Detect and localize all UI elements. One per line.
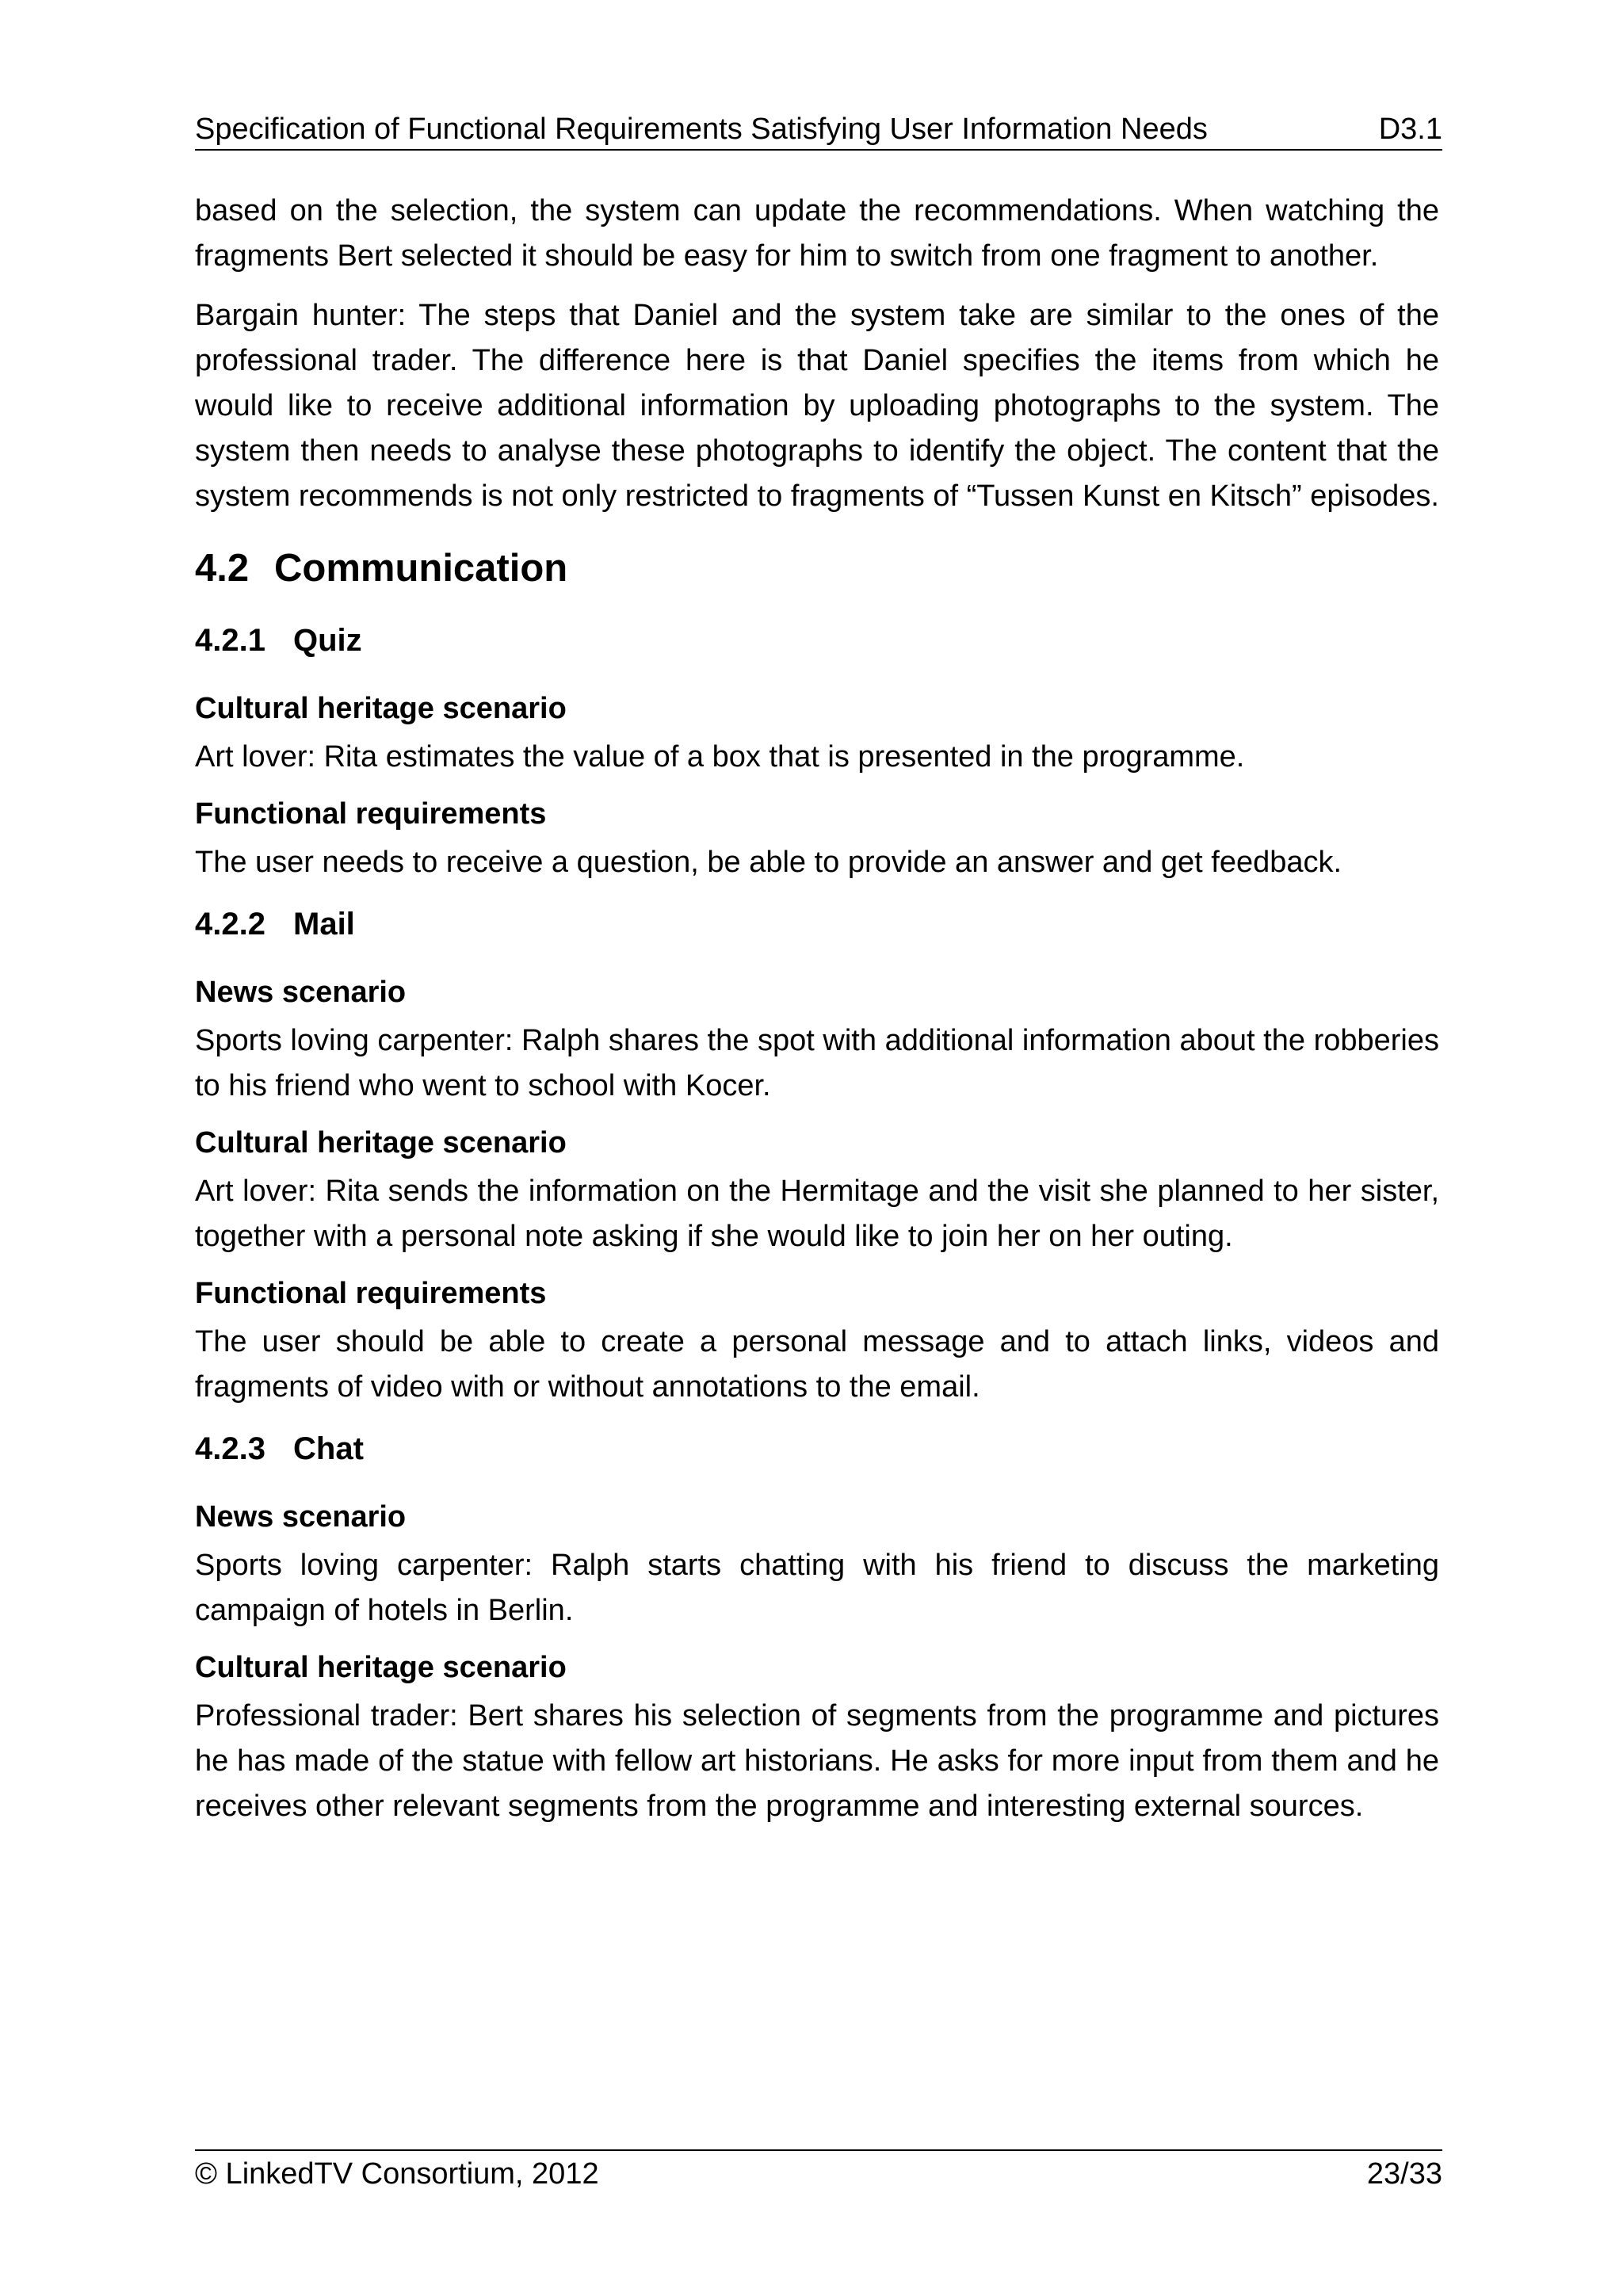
chat-news-heading: News scenario <box>195 1500 407 1534</box>
section-title: Communication <box>274 547 568 590</box>
document-id: D3.1 <box>1378 113 1442 146</box>
quiz-cultural-heritage-text: Art lover: Rita estimates the value of a box that is presented in the programme. <box>195 740 1245 774</box>
subsection-title: Chat <box>293 1431 364 1466</box>
quiz-functional-requirements-text: The user needs to receive a question, be able to provide an answer and get feedback. <box>195 846 1342 879</box>
intro-paragraph-2: Bargain hunter: The steps that Daniel and the system take are similar to the ones of the professional trader. The difference here is that Daniel specifies the items from which he would like to receive additional information by uploading photographs to the system. The system then needs to analyse these photographs to identify the object. The content that the system recommends is not only restricted to fragments of “Tussen Kunst en Kitsch” episodes. <box>195 299 1439 513</box>
section-heading-communication <box>195 544 1439 592</box>
chat-news-text: Sports loving carpenter: Ralph starts chatting with his friend to discuss the marketing campaign of hotels in Berlin. <box>195 1549 1439 1627</box>
subsection-number: 4.2.3 <box>195 1431 265 1466</box>
mail-cultural-heritage-text: Art lover: Rita sends the information on the Hermitage and the visit she planned to her sister, together with a personal note asking if she would like to join her on her outing. <box>195 1175 1439 1253</box>
mail-functional-requirements-heading: Functional requirements <box>195 1277 547 1310</box>
page-header <box>195 109 1442 151</box>
copyright-notice: © LinkedTV Consortium, 2012 <box>195 2157 599 2191</box>
quiz-cultural-heritage-heading: Cultural heritage scenario <box>195 692 567 725</box>
page-number: 23/33 <box>1366 2157 1442 2191</box>
section-number: 4.2 <box>195 547 250 590</box>
quiz-functional-requirements-heading: Functional requirements <box>195 797 547 831</box>
subsection-heading-mail <box>195 903 1439 946</box>
mail-news-text: Sports loving carpenter: Ralph shares the spot with additional information about the robberies to his friend who went to school with Kocer. <box>195 1024 1439 1102</box>
intro-paragraph-1: based on the selection, the system can update the recommendations. When watching the fragments Bert selected it should be easy for him to switch from one fragment to another. <box>195 194 1439 273</box>
subsection-heading-quiz <box>195 619 1439 662</box>
mail-news-heading: News scenario <box>195 976 407 1009</box>
page-content <box>195 189 1439 1843</box>
subsection-title: Quiz <box>293 623 362 658</box>
page-footer <box>195 2149 1442 2189</box>
chat-cultural-heritage-heading: Cultural heritage scenario <box>195 1651 567 1684</box>
subsection-number: 4.2.1 <box>195 623 265 658</box>
subsection-title: Mail <box>293 907 355 942</box>
subsection-number: 4.2.2 <box>195 907 265 942</box>
mail-cultural-heritage-heading: Cultural heritage scenario <box>195 1126 567 1159</box>
chat-cultural-heritage-text: Professional trader: Bert shares his selection of segments from the programme and pictures he has made of the statue with fellow art historians. He asks for more input from them and he receives other relevant segments from the programme and interesting external sources. <box>195 1699 1439 1823</box>
subsection-heading-chat <box>195 1427 1439 1470</box>
mail-functional-requirements-text: The user should be able to create a personal message and to attach links, videos and fragments of video with or without annotations to the email. <box>195 1325 1439 1404</box>
document-title: Specification of Functional Requirements Satisfying User Information Needs <box>195 113 1208 146</box>
